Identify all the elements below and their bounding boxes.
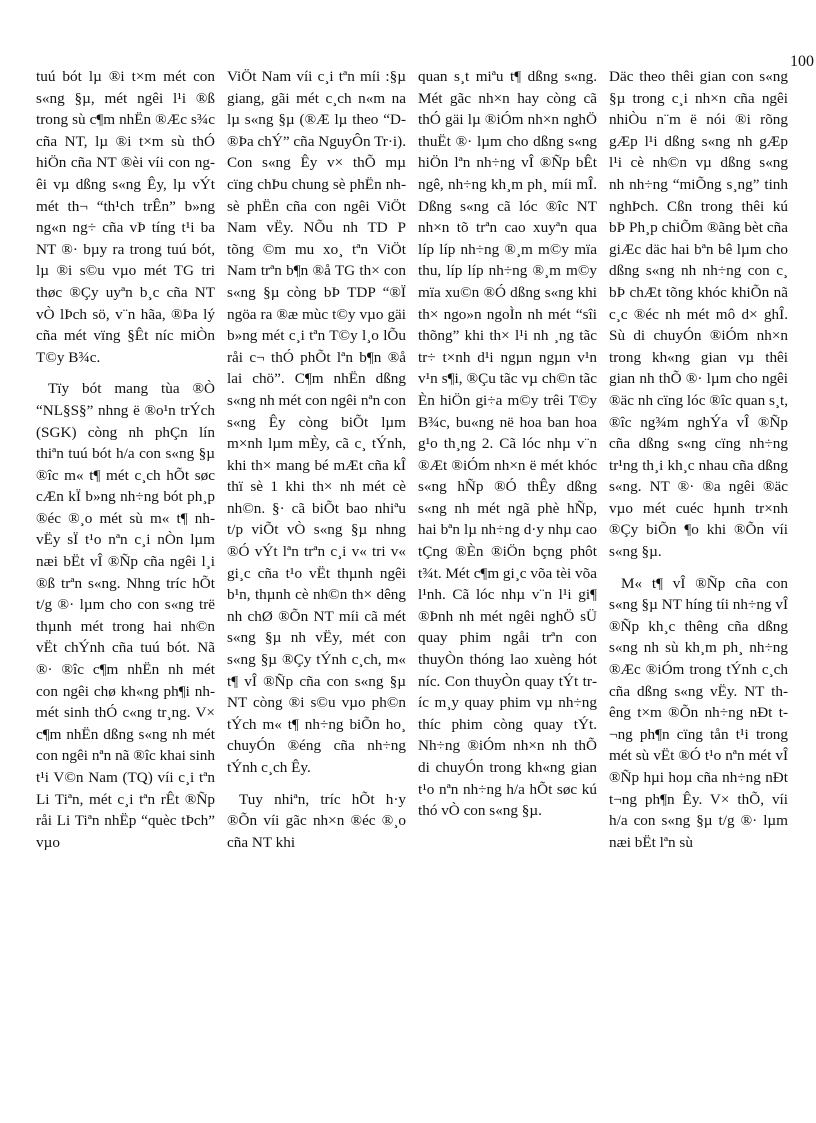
paragraph: tuú bót lµ ®i t×m mét con s«ng §µ, mét ngêi l¹i ®ß trong sù c¶m nhËn ®Æc s¾c cña NT, lµ ®i t×m sù thÓ hiÖn cña NT ®èi víi con ngêi vµ dßng s«ng Êy, lµ vÝt mét th¬ “th¹ch trÊn” b»ng ng«n ng÷ cña vÞ tíng t¹i ba NT ®· bµy ra trong tuú bót, lµ ®i s©u vµo mét TG tri thøc ®Çy uyªn b¸c cña NT vÒ lÞch sö, v¨n hãa, ®Þa lý cña mét vïng §Êt níc miÒn T©y B¾c. bbox=[36, 68, 215, 366]
text-column-4 bbox=[609, 66, 788, 853]
text-column-2 bbox=[227, 66, 406, 853]
page-number: 100 bbox=[790, 53, 814, 70]
paragraph: M« t¶ vÎ ®Ñp cña con s«ng §µ NT híng tíi nh÷ng vÎ ®Ñp kh¸c thêng cña dßng s«ng nh sù kh¸m ph¸ nh÷ng ®Æc ®iÓm trong tÝnh c¸ch cña dßng s«ng vËy. NT thêng t×m ®Õn nh÷ng nÐt t¬ng ph¶n cïng tån t¹i trong mét sù vËt ®Ó t¹o nªn mét vÎ ®Ñp hµi hoµ cña nh÷ng nÐt t¬ng ph¶n Êy. V× thÕ, víi h/a con s«ng §µ t/g ®· lµm næi bËt lªn sù bbox=[609, 574, 788, 851]
text-column-3 bbox=[418, 66, 597, 822]
paragraph: Tuy nhiªn, tríc hÕt h·y ®Õn víi gãc nh×n ®éc ®¸o cña NT khi bbox=[227, 790, 406, 851]
paragraph: quan s¸t miªu t¶ dßng s«ng. Mét gãc nh×n hay còng cã thÓ gäi lµ ®iÓm nh×n nghÖ thuËt ®· lµm cho dßng s«ng hiÖn lªn nh÷ng vÎ ®Ñp bÊt ngê, nh÷ng kh¸m ph¸ míi mÎ. Dßng s«ng cã lóc ®îc NT nh×n tõ trªn cao xuyªn qua líp líp nh÷ng ®¸m m©y mïa thu, líp líp nh÷ng ®¸m m©y mïa xu©n ®Ó dßng s«ng khi th× ngo»n ngoÌn nh mét “sîi thõng” khi th× l¹i nh ¸ng tãc tr÷ t×nh d¹i ngµn ngµn v¹n v¹n s¶i, ®Çu tãc vµ ch©n tãc Èn hiÖn gi÷a m©y trêi T©y B¾c, bu«ng në hoa ban hoa g¹o th¸ng 2. Cã lóc nhµ v¨n ®Æt ®iÓm nh×n ë mét khóc s«ng hÑp ®Ó thÊy dßng s«ng nh mét ngã phè hÑp, hai bªn lµ nh÷ng d·y nhµ cao tÇng ®Èn ®iÖn bçng phôt t¾t. Mét c¶m gi¸c võa tèi võa l¹nh. Cã lóc nhµ v¨n l¹i gi¶ ®Þnh nh mét ngêi nghÖ sÜ quay phim ngåi trªn con thuyÒn thóng lao xuèng hót níc. Con thuyÒn quay tÝt tríc m¸y quay phim vµ nh÷ng thíc phim còng quay tÝt. Nh÷ng ®iÓm nh×n nh thÕ di chuyÓn trong kh«ng gian t¹o nªn nh÷ng h/a hÕt søc kú thó vÒ con s«ng §µ. bbox=[418, 68, 597, 820]
paragraph: Däc theo thêi gian con s«ng §µ trong c¸i nh×n cña ngêi nhiÒu n¨m ë nói ®i rõng gÆp l¹i dßng s«ng nh gÆp l¹i cè nh©n vµ dßng s«ng nh nh÷ng “miÕng s¸ng” tinh nghÞch. Cßn trong thêi kú bÞ Ph¸p chiÕm ®ãng bèt cña giÆc däc hai bªn bê lµm cho dßng s«ng nh nh÷ng con c¸ bÞ chÆt tõng khóc khiÕn nã c¸c ®éc nh mét mô d× ghÎ. Sù di chuyÓn ®iÓm nh×n trong kh«ng gian vµ thêi gian nh thÕ ®· lµm cho ngêi ®äc nh cïng lóc ®îc quan s¸t, ®îc ng¾m nghÝa vÎ ®Ñp cña dßng s«ng cïng nh÷ng tr¹ng th¸i kh¸c nhau cña dßng s«ng. NT ®· ®a ngêi ®äc vµo mét cuéc hµnh tr×nh ®Çy biÕn ¶o khi ®Õn víi s«ng §µ. bbox=[609, 68, 788, 561]
paragraph: ViÖt Nam víi c¸i tªn míi :§µ giang, gãi mét c¸ch n«m na lµ s«ng §µ (®Æ lµ theo “D ®Þa chÝ” cña NguyÔn Tr·i). Con s«ng Êy v× thÕ mµ cïng chÞu chung sè phËn nh sè phËn cña con ngêi ViÖt Nam vËy. NÕu nh TD P tõng ©m mu xo¸ tªn ViÖt Nam trªn b¶n ®å TG th× con s«ng §µ còng bÞ TDP “®Ï ngöa ra ®æ mùc t©y vµo gäi b»ng mét c¸i tªn T©y l¸o lÕu råi c¬ thÓ phÕt lªn b¶n ®å lai chö”. C¶m nhËn dßng s«ng nh mét con ngêi nªn con s«ng Êy còng biÕt lµm m×nh lµm mÈy, cã c¸ tÝnh, khi th× mang bé mÆt cña kÎ thï sè 1 khi th× nh mét cè nh©n. §· cã biÕt bao nhiªu t/p viÕt vÒ s«ng §µ nhng ®Ó vÝt lªn trªn c¸i v« tri v« gi¸c cña t¹o vËt thµnh ngêi b¹n, thµnh cè nh©n th× dêng nh chØ ®Õn NT míi cã mét s«ng §µ nh vËy, mét con s«ng §µ ®Çy tÝnh c¸ch, m« t¶ vÎ ®Ñp cña con s«ng §µ NT còng ®i s©u vµo ph©n tÝch m« t¶ nh÷ng biÕn ho¸ chuyÓn ®éng cña nh÷ng tÝnh c¸ch Êy. bbox=[227, 68, 407, 776]
paragraph: Tïy bót mang tùa ®Ò “NL§S§” nhng ë ®o¹n trÝch (SGK) còng nh phÇn lín thiªn tuú bót h/a con s«ng §µ ®îc m« t¶ mét c¸ch hÕt søc cÆn kÏ b»ng nh÷ng bót ph¸p ®éc ®¸o mét sù m« t¶ nh vËy sÏ t¹o nªn c¸i nÒn lµm næi bËt vÎ ®Ñp cña ngêi l¸i ®ß trªn s«ng. Nhng tríc hÕt t/g ®· lµm cho con s«ng trë thµnh mét trong hai nh©n vËt chÝnh cña tuú bót. Nã ®· ®îc c¶m nhËn nh mét con ngêi chø kh«ng ph¶i nh mét sinh thÓ c«ng tr¸ng. V× c¶m nhËn dßng s«ng nh mét con ngêi nªn nã ®îc khai sinh t¹i V©n Nam (TQ) víi c¸i tªn Li Tiªn, mét c¸i tªn rÊt ®Ñp råi Li Tiªn nhËp “quèc tÞch” vµo bbox=[36, 380, 215, 851]
text-column-1 bbox=[36, 66, 215, 853]
